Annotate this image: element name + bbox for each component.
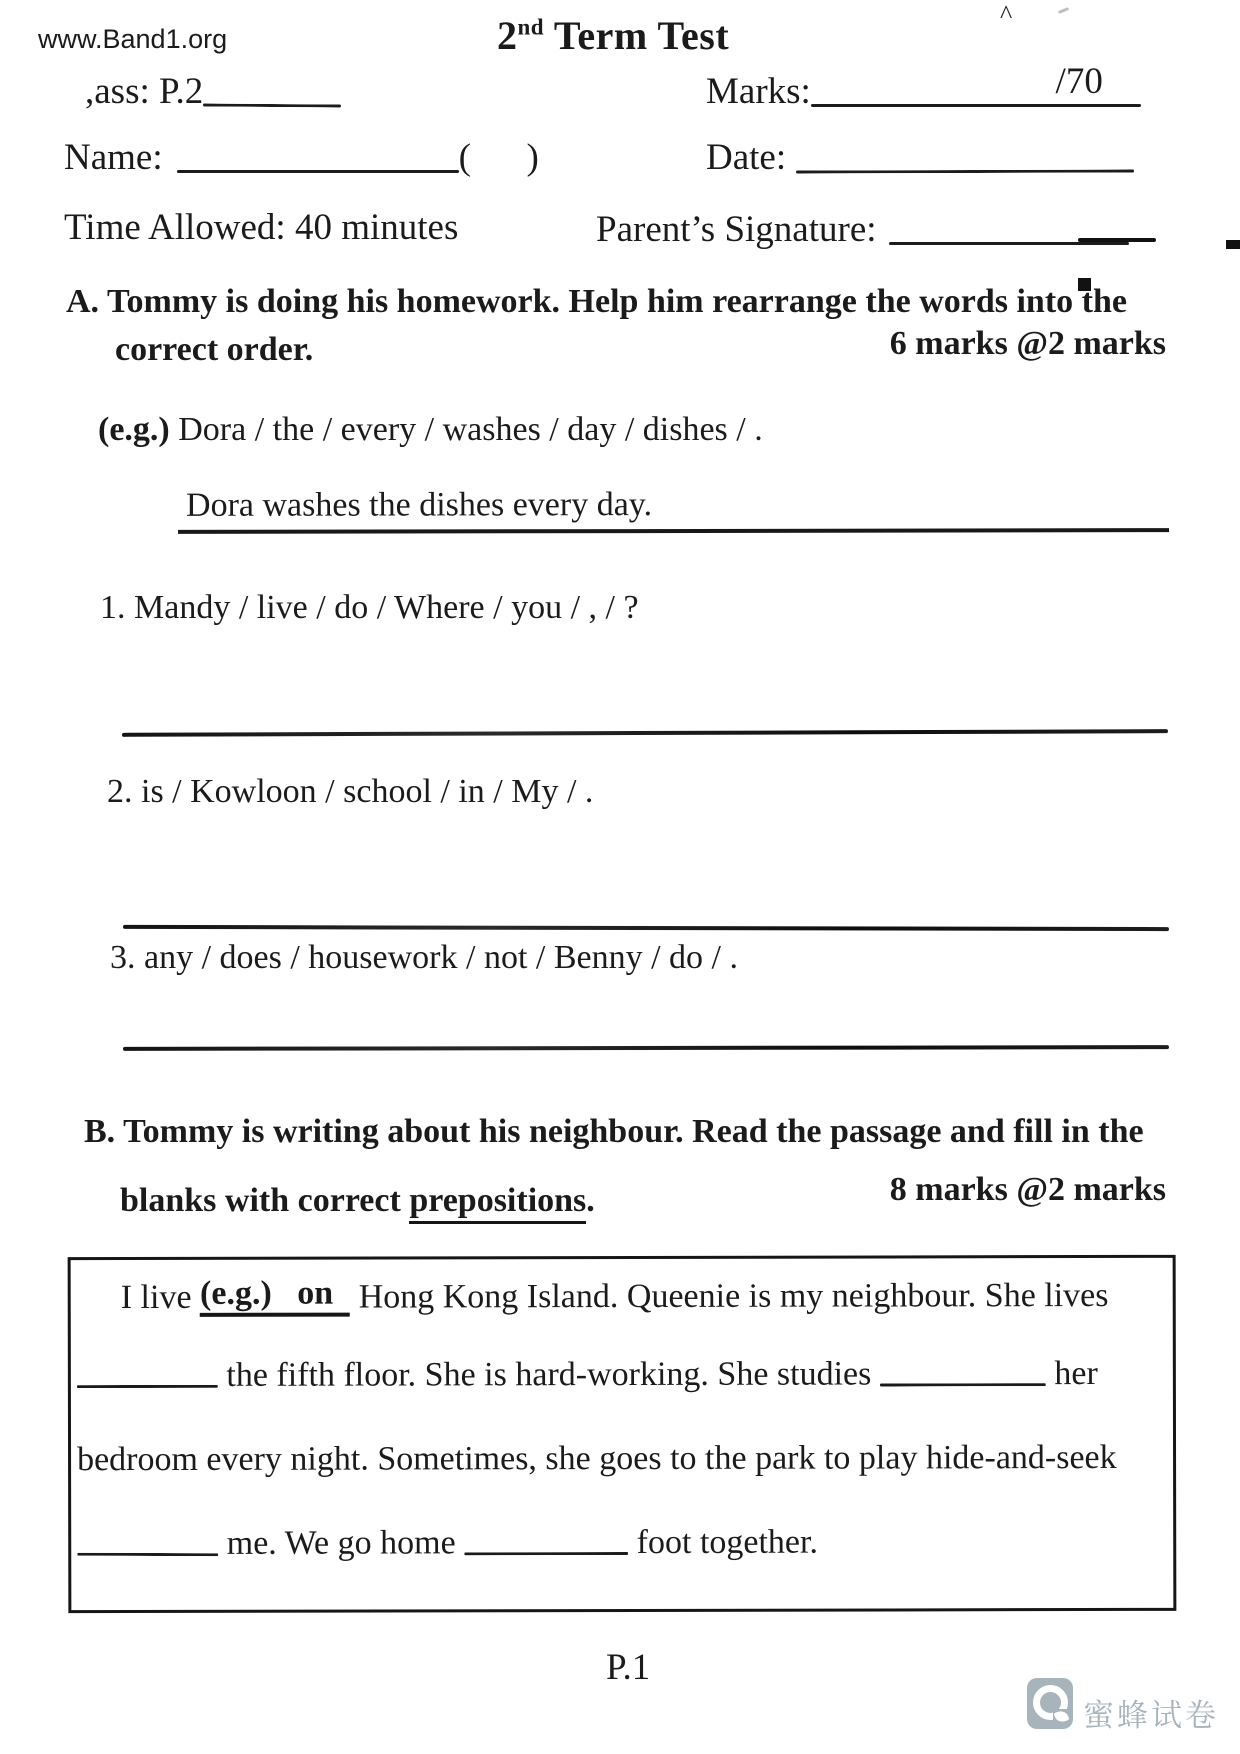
- prepositions-underlined: prepositions: [409, 1182, 586, 1224]
- question-3-number: 3.: [110, 939, 136, 976]
- marks-blank-line: [811, 61, 1141, 107]
- passage-l2-end: her: [1045, 1355, 1098, 1393]
- passage-line-2: [77, 1354, 1098, 1395]
- answer-line-1: [122, 729, 1168, 737]
- class-label: ,ass: P.2: [85, 71, 204, 112]
- class-number-paren: ( ): [458, 137, 539, 178]
- caret-scan-artifact: ^: [1000, 0, 1013, 29]
- date-label: Date:: [706, 137, 787, 178]
- name-field: [64, 138, 539, 179]
- passage-l2-mid: the fifth floor. She is hard-working. She studies: [217, 1355, 880, 1394]
- parent-signature-field: [596, 210, 1129, 251]
- question-3-text: any / does / housework / not / Benny / do / .: [135, 939, 739, 976]
- section-b-heading-line2-pre: blanks with correct: [120, 1182, 410, 1219]
- example-answer-line: [178, 484, 1169, 534]
- example-prompt: [98, 410, 763, 449]
- question-3: [110, 938, 738, 977]
- passage-line-4: [77, 1523, 818, 1564]
- class-blank-line: [203, 103, 341, 107]
- date-field: [706, 138, 1134, 179]
- passage-l4-mid: me. We go home: [218, 1524, 465, 1562]
- section-a-marks-note: 6 marks @2 marks: [889, 325, 1166, 362]
- site-watermark: www.Band1.org: [38, 24, 228, 54]
- example-prompt-text: Dora / the / every / washes / day / dishes / .: [169, 411, 763, 448]
- scan-speck-artifact: [1058, 7, 1069, 14]
- passage-blank-4: [464, 1552, 628, 1555]
- brand-watermark-text: 蜜蜂试卷: [1083, 1698, 1219, 1733]
- section-b-marks-note: 8 marks @2 marks: [889, 1171, 1166, 1208]
- marks-field: [706, 61, 1141, 113]
- title-text: Term Test: [544, 13, 730, 58]
- passage-blank-1: [77, 1385, 218, 1388]
- marks-total: /70: [1055, 61, 1103, 102]
- passage-example-answer: (e.g.) on: [200, 1274, 350, 1317]
- question-1-text: Mandy / live / do / Where / you / , / ?: [125, 589, 639, 626]
- section-b-heading-line1: B. Tommy is writing about his neighbour. Read the passage and fill in the: [84, 1113, 1144, 1150]
- answer-line-2: [123, 925, 1169, 931]
- question-1-number: 1.: [100, 589, 126, 626]
- passage-l1-post: Hong Kong Island. Queenie is my neighbour. She lives: [350, 1276, 1109, 1316]
- class-field: [85, 72, 341, 113]
- question-2-text: is / Kowloon / school / in / My / .: [132, 773, 594, 810]
- passage-line-1: [121, 1272, 1109, 1317]
- passage-blank-3: [77, 1553, 218, 1556]
- name-blank-line: [177, 170, 459, 173]
- title-ordinal: nd: [517, 14, 545, 40]
- example-tag: (e.g.): [98, 411, 170, 448]
- name-label: Name:: [64, 137, 163, 178]
- section-a-heading-line2: correct order.: [115, 331, 314, 368]
- parent-signature-label: Parent’s Signature:: [596, 209, 877, 250]
- passage-blank-2: [880, 1383, 1046, 1386]
- passage-l3-text: bedroom every night. Sometimes, she goes to the park to play hide-and-seek: [77, 1438, 1117, 1479]
- answer-line-3: [123, 1045, 1169, 1051]
- scan-line-artifact: [1078, 238, 1156, 242]
- passage-line-3: [77, 1438, 1117, 1479]
- section-a-heading-line1: A. Tommy is doing his homework. Help him rearrange the words into the: [66, 283, 1127, 320]
- question-2: [107, 772, 593, 811]
- section-b-heading-line2: [120, 1181, 595, 1220]
- passage-l4-end: foot together.: [628, 1523, 818, 1561]
- time-allowed-label: Time Allowed: 40 minutes: [64, 207, 459, 248]
- beefun-logo-icon: [1027, 1678, 1073, 1729]
- question-2-number: 2.: [107, 773, 133, 810]
- marks-label: Marks:: [706, 71, 811, 112]
- title-number: 2: [497, 13, 518, 58]
- page-title: [497, 12, 729, 59]
- date-blank-line: [796, 169, 1134, 173]
- example-answer-text: Dora washes the dishes every day.: [185, 486, 653, 524]
- page-number: P.1: [606, 1647, 651, 1688]
- question-1: [100, 588, 639, 627]
- parent-signature-blank-line: [889, 242, 1129, 245]
- passage-l1-pre: I live: [120, 1278, 201, 1317]
- section-b-heading-line2-post: .: [586, 1182, 595, 1219]
- scan-corner-artifact: [1226, 240, 1240, 249]
- passage-box: [68, 1255, 1177, 1613]
